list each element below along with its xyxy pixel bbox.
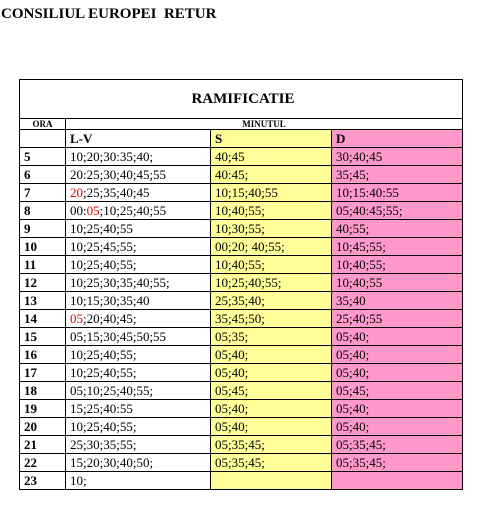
saturday-minutes-cell: 10;15;40;55 xyxy=(211,184,332,202)
weekday-minutes-cell xyxy=(66,166,211,184)
hour-cell: 18 xyxy=(20,382,66,400)
header-row-top xyxy=(20,119,463,130)
weekday-minutes-cell xyxy=(66,364,211,382)
schedule-row xyxy=(20,202,463,220)
highlighted-minute: 20 xyxy=(70,185,83,200)
minutes-text: ;20;40;45; xyxy=(83,311,137,326)
schedule-row xyxy=(20,292,463,310)
sunday-minutes-cell: 05;40:45;55; xyxy=(332,202,463,220)
minutes-text: 05;15;30;45;50;55 xyxy=(70,329,167,344)
minutes-text: 10;25;45;55; xyxy=(70,239,137,254)
schedule-row xyxy=(20,364,463,382)
schedule-row xyxy=(20,472,463,490)
weekday-minutes-cell xyxy=(66,274,211,292)
sunday-minutes-cell: 05;40; xyxy=(332,400,463,418)
hour-cell: 12 xyxy=(20,274,66,292)
hour-cell: 19 xyxy=(20,400,66,418)
saturday-minutes-cell: 10;25;40;55; xyxy=(211,274,332,292)
header-row-days xyxy=(20,130,463,148)
schedule-row xyxy=(20,166,463,184)
weekday-minutes-cell xyxy=(66,400,211,418)
hour-cell: 9 xyxy=(20,220,66,238)
saturday-minutes-cell: 05;35;45; xyxy=(211,454,332,472)
weekday-minutes-cell xyxy=(66,454,211,472)
saturday-minutes-cell: 05;35; xyxy=(211,328,332,346)
hour-cell: 11 xyxy=(20,256,66,274)
hour-cell: 5 xyxy=(20,148,66,166)
weekday-minutes-cell xyxy=(66,220,211,238)
saturday-minutes-cell: 05;35;45; xyxy=(211,436,332,454)
minutes-text: 10;25;30;35;40;55; xyxy=(70,275,170,290)
schedule-row xyxy=(20,238,463,256)
weekday-minutes-cell xyxy=(66,472,211,490)
schedule-row xyxy=(20,418,463,436)
sunday-minutes-cell: 40;55; xyxy=(332,220,463,238)
weekday-minutes-cell xyxy=(66,256,211,274)
weekday-minutes-cell xyxy=(66,292,211,310)
weekday-minutes-cell xyxy=(66,418,211,436)
lv-header: L-V xyxy=(66,130,211,148)
document-title: CONSILIUL EUROPEI RETUR xyxy=(1,6,217,22)
minutes-text: 10;20;30:35;40; xyxy=(70,149,154,164)
saturday-minutes-cell: 35;45;50; xyxy=(211,310,332,328)
sunday-minutes-cell: 05;40; xyxy=(332,346,463,364)
sunday-minutes-cell xyxy=(332,472,463,490)
highlighted-minute: 05 xyxy=(70,311,83,326)
saturday-minutes-cell: 05;40; xyxy=(211,364,332,382)
minutes-text: ;10;25;40;55 xyxy=(99,203,167,218)
weekday-minutes-cell xyxy=(66,346,211,364)
schedule-row xyxy=(20,274,463,292)
schedule-row xyxy=(20,328,463,346)
minutes-text: ;25;35;40;45 xyxy=(83,185,150,200)
weekday-minutes-cell xyxy=(66,148,211,166)
minutes-text: 10;15;30;35;40 xyxy=(70,293,150,308)
schedule-row xyxy=(20,382,463,400)
highlighted-minute: 05 xyxy=(86,203,100,218)
saturday-minutes-cell: 05;45; xyxy=(211,382,332,400)
saturday-minutes-cell: 00;20; 40;55; xyxy=(211,238,332,256)
sunday-minutes-cell: 35;45; xyxy=(332,166,463,184)
hour-cell: 10 xyxy=(20,238,66,256)
hour-cell: 15 xyxy=(20,328,66,346)
schedule-row xyxy=(20,256,463,274)
hour-cell: 20 xyxy=(20,418,66,436)
schedule-row xyxy=(20,400,463,418)
weekday-minutes-cell xyxy=(66,382,211,400)
minutes-text: 10;25;40;55; xyxy=(70,365,137,380)
minutes-text: 10;25;40;55 xyxy=(70,221,133,236)
sunday-minutes-cell: 05;35;45; xyxy=(332,436,463,454)
minutes-text: 10;25;40;55; xyxy=(70,347,137,362)
schedule-row xyxy=(20,148,463,166)
s-header: S xyxy=(211,130,332,148)
saturday-minutes-cell: 25;35;40; xyxy=(211,292,332,310)
hour-cell: 8 xyxy=(20,202,66,220)
sunday-minutes-cell: 05;40; xyxy=(332,418,463,436)
hour-cell: 17 xyxy=(20,364,66,382)
schedule-row xyxy=(20,436,463,454)
weekday-minutes-cell xyxy=(66,310,211,328)
saturday-minutes-cell xyxy=(211,472,332,490)
minutes-text: 10;25;40;55; xyxy=(70,419,137,434)
hour-cell: 6 xyxy=(20,166,66,184)
sunday-minutes-cell: 05;35;45; xyxy=(332,454,463,472)
saturday-minutes-cell: 05;40; xyxy=(211,346,332,364)
weekday-minutes-cell xyxy=(66,328,211,346)
ora-header-blank xyxy=(20,130,66,148)
sunday-minutes-cell: 35;40 xyxy=(332,292,463,310)
minutes-text: 10;25;40;55; xyxy=(70,257,137,272)
sunday-minutes-cell: 10;15:40:55 xyxy=(332,184,463,202)
weekday-minutes-cell xyxy=(66,184,211,202)
sunday-minutes-cell: 10;40;55; xyxy=(332,256,463,274)
route-row xyxy=(20,80,463,119)
hour-cell: 13 xyxy=(20,292,66,310)
hour-cell: 21 xyxy=(20,436,66,454)
schedule-row xyxy=(20,220,463,238)
minutes-text: 00: xyxy=(70,203,87,218)
hour-cell: 16 xyxy=(20,346,66,364)
sunday-minutes-cell: 30;40;45 xyxy=(332,148,463,166)
hour-cell: 23 xyxy=(20,472,66,490)
minutes-text: 15;25;40:55 xyxy=(70,401,133,416)
hour-cell: 7 xyxy=(20,184,66,202)
sunday-minutes-cell: 05;45; xyxy=(332,382,463,400)
saturday-minutes-cell: 10;30;55; xyxy=(211,220,332,238)
saturday-minutes-cell: 40;45 xyxy=(211,148,332,166)
sunday-minutes-cell: 05;40; xyxy=(332,328,463,346)
minutes-text: 15;20;30;40;50; xyxy=(70,455,154,470)
minutul-header: MINUTUL xyxy=(66,119,463,130)
sunday-minutes-cell: 25;40;55 xyxy=(332,310,463,328)
minutes-text: 10; xyxy=(70,473,87,488)
d-header: D xyxy=(332,130,463,148)
hour-cell: 14 xyxy=(20,310,66,328)
ora-header: ORA xyxy=(20,119,66,130)
weekday-minutes-cell xyxy=(66,238,211,256)
sunday-minutes-cell: 10;45;55; xyxy=(332,238,463,256)
hour-cell: 22 xyxy=(20,454,66,472)
schedule-row xyxy=(20,346,463,364)
minutes-text: 05;10;25;40;55; xyxy=(70,383,154,398)
schedule-table xyxy=(19,79,463,490)
saturday-minutes-cell: 10;40;55; xyxy=(211,202,332,220)
saturday-minutes-cell: 05;40; xyxy=(211,418,332,436)
saturday-minutes-cell: 10;40;55; xyxy=(211,256,332,274)
weekday-minutes-cell xyxy=(66,202,211,220)
route-name: RAMIFICATIE xyxy=(20,80,463,119)
weekday-minutes-cell xyxy=(66,436,211,454)
schedule-row xyxy=(20,184,463,202)
saturday-minutes-cell: 40:45; xyxy=(211,166,332,184)
sunday-minutes-cell: 10;40;55 xyxy=(332,274,463,292)
sunday-minutes-cell: 05;40; xyxy=(332,364,463,382)
saturday-minutes-cell: 05;40; xyxy=(211,400,332,418)
minutes-text: 25;30;35;55; xyxy=(70,437,137,452)
schedule-row xyxy=(20,310,463,328)
schedule-row xyxy=(20,454,463,472)
minutes-text: 20:25;30;40;45;55 xyxy=(70,167,167,182)
